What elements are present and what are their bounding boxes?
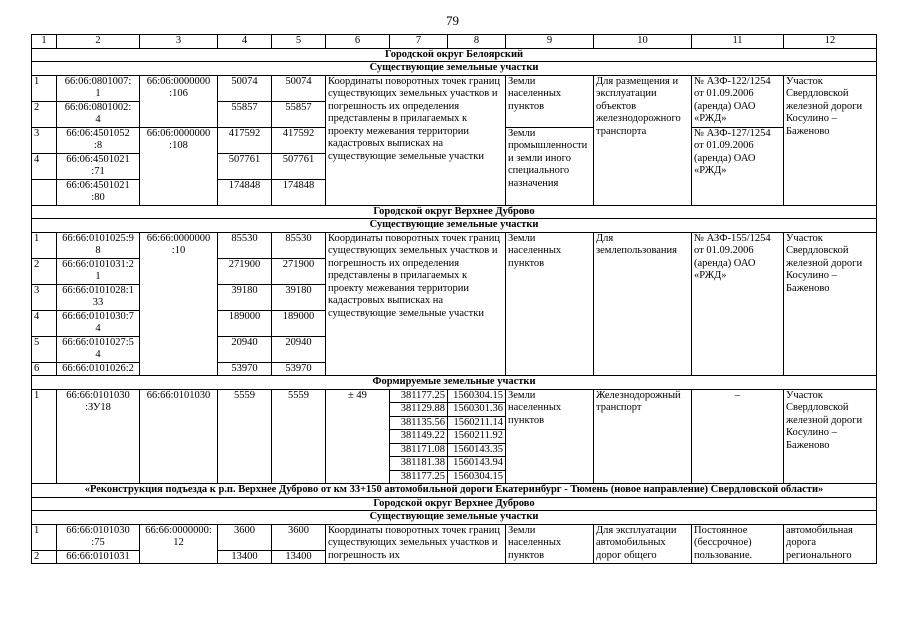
coord-x: 381149.22 (390, 430, 448, 444)
permitted-use: Для размещения и эксплуатации объектов железнодорожного транспорта (594, 75, 692, 205)
area-value: 174848 (272, 179, 326, 205)
col-num: 7 (390, 35, 448, 49)
cadastral-number: 66:66:0101031:2 1 (57, 258, 140, 284)
location: автомобильная дорога регионального (784, 524, 877, 564)
coord-x: 381181.38 (390, 457, 448, 471)
cadastral-number: 66:06:0801002: 4 (57, 101, 140, 127)
col-num: 9 (506, 35, 594, 49)
area-value: 3600 (218, 524, 272, 550)
row-number: 2 (32, 550, 57, 564)
cadastral-number: 66:66:0101030 :ЗУ18 (57, 389, 140, 484)
row-number (32, 179, 57, 205)
cadastral-number: 66:66:0101031 (57, 550, 140, 564)
col-num: 2 (57, 35, 140, 49)
area-value: 20940 (218, 336, 272, 362)
area-value: 39180 (272, 284, 326, 310)
coordinates-note: Координаты поворотных точек границ существующих земельных участков и погрешность их (326, 524, 506, 564)
permitted-use: Для эксплуатации автомобильных дорог общего (594, 524, 692, 564)
encumbrance: Постоянное (бессрочное) пользование. (692, 524, 784, 564)
coord-y: 1560143.94 (448, 457, 506, 471)
col-num: 11 (692, 35, 784, 49)
coord-y: 1560211.14 (448, 416, 506, 430)
land-category: Земли промышленности и земли иного специального назначения (506, 127, 594, 205)
area-value: 3600 (272, 524, 326, 550)
coord-x: 381177.25 (390, 470, 448, 484)
coord-x: 381171.08 (390, 443, 448, 457)
parent-cadastral-number: 66:66:0000000: 12 (140, 524, 218, 564)
parent-cadastral-number: 66:66:0000000 :10 (140, 232, 218, 376)
coordinates-note: Координаты поворотных точек границ существующих земельных участков и погрешность их определения представлены в прилагаемых к проекту межевания территории кадастровых выписках на существующие земельные участки (326, 232, 506, 376)
cadastral-number: 66:06:4501021 :80 (57, 179, 140, 205)
area-value: 20940 (272, 336, 326, 362)
area-value: 50074 (218, 75, 272, 101)
permitted-use: Для землепользования (594, 232, 692, 376)
row-number: 5 (32, 336, 57, 362)
cadastral-number: 66:66:0101027:5 4 (57, 336, 140, 362)
land-category: Земли населенных пунктов (506, 389, 594, 484)
cadastral-number: 66:06:0801007: 1 (57, 75, 140, 101)
parent-cadastral-number: 66:06:0000000 :108 (140, 127, 218, 205)
section-title: Городской округ Верхнее Дуброво (32, 205, 877, 219)
cadastral-number: 66:06:4501021 :71 (57, 153, 140, 179)
area-value: 53970 (272, 362, 326, 376)
coord-y: 1560301.36 (448, 403, 506, 417)
col-num: 6 (326, 35, 390, 49)
row-number: 6 (32, 362, 57, 376)
area-value: 13400 (218, 550, 272, 564)
encumbrance: № АЗФ-155/1254 от 01.09.2006 (аренда) ОАО «РЖД» (692, 232, 784, 376)
parent-cadastral-number: 66:06:0000000 :106 (140, 75, 218, 127)
row-number: 1 (32, 524, 57, 550)
coordinates-note: Координаты поворотных точек границ существующих земельных участков и погрешность их определения представлены в прилагаемых к проекту межевания территории кадастровых выписках на существующие земельные участки (326, 75, 506, 205)
col-num: 8 (448, 35, 506, 49)
cadastral-number: 66:66:0101026:2 (57, 362, 140, 376)
area-value: 53970 (218, 362, 272, 376)
table-row (32, 524, 877, 550)
area-value: 507761 (272, 153, 326, 179)
table-row (32, 75, 877, 101)
permitted-use: Железнодорожный транспорт (594, 389, 692, 484)
coord-y: 1560304.15 (448, 470, 506, 484)
area-value: 39180 (218, 284, 272, 310)
area-value: 271900 (218, 258, 272, 284)
column-number-row (32, 35, 877, 49)
area-value: 507761 (218, 153, 272, 179)
row-number: 1 (32, 75, 57, 101)
encumbrance: № АЗФ-122/1254 от 01.09.2006 (аренда) ОАО «РЖД» (692, 75, 784, 127)
cadastral-number: 66:66:0101030 :75 (57, 524, 140, 550)
area-error: ± 49 (326, 389, 390, 484)
cadastral-number: 66:66:0101028:1 33 (57, 284, 140, 310)
encumbrance: – (692, 389, 784, 484)
col-num: 12 (784, 35, 877, 49)
row-number: 4 (32, 153, 57, 179)
land-category: Земли населенных пунктов (506, 75, 594, 127)
area-value: 50074 (272, 75, 326, 101)
area-value: 55857 (272, 101, 326, 127)
page-number: 79 (446, 13, 459, 28)
table-row (32, 389, 877, 403)
area-value: 189000 (218, 310, 272, 336)
coord-x: 381135.56 (390, 416, 448, 430)
area-value: 417592 (218, 127, 272, 153)
location: Участок Свердловской железной дороги Косулино – Баженово (784, 389, 877, 484)
section-title: Городской округ Верхнее Дуброво (32, 497, 877, 511)
section-subtitle: Существующие земельные участки (32, 511, 877, 525)
area-value: 271900 (272, 258, 326, 284)
coord-x: 381177.25 (390, 389, 448, 403)
coord-x: 381129.88 (390, 403, 448, 417)
table-row (32, 232, 877, 258)
area-value: 189000 (272, 310, 326, 336)
coord-y: 1560211.92 (448, 430, 506, 444)
row-number: 3 (32, 127, 57, 153)
area-value: 5559 (218, 389, 272, 484)
area-value: 5559 (272, 389, 326, 484)
area-value: 85530 (218, 232, 272, 258)
section-subtitle: Существующие земельные участки (32, 219, 877, 233)
row-number: 2 (32, 258, 57, 284)
area-value: 417592 (272, 127, 326, 153)
row-number: 3 (32, 284, 57, 310)
row-number: 1 (32, 232, 57, 258)
section-title: Городской округ Белоярский (32, 48, 877, 62)
col-num: 3 (140, 35, 218, 49)
coord-y: 1560143.35 (448, 443, 506, 457)
row-number: 4 (32, 310, 57, 336)
col-num: 4 (218, 35, 272, 49)
encumbrance: № АЗФ-127/1254 от 01.09.2006 (аренда) ОАО «РЖД» (692, 127, 784, 205)
location: Участок Свердловской железной дороги Косулино – Баженово (784, 75, 877, 205)
cadastral-number: 66:06:4501052 :8 (57, 127, 140, 153)
col-num: 1 (32, 35, 57, 49)
location: Участок Свердловской железной дороги Косулино – Баженово (784, 232, 877, 376)
area-value: 174848 (218, 179, 272, 205)
section-subtitle: Формируемые земельные участки (32, 376, 877, 390)
section-subtitle: Существующие земельные участки (32, 62, 877, 76)
parent-cadastral-number: 66:66:0101030 (140, 389, 218, 484)
land-category: Земли населенных пунктов (506, 524, 594, 564)
area-value: 85530 (272, 232, 326, 258)
col-num: 5 (272, 35, 326, 49)
area-value: 13400 (272, 550, 326, 564)
row-number: 1 (32, 389, 57, 484)
cadastral-number: 66:66:0101030:7 4 (57, 310, 140, 336)
area-value: 55857 (218, 101, 272, 127)
col-num: 10 (594, 35, 692, 49)
project-title: «Реконструкция подъезда к р.п. Верхнее Дуброво от км 33+150 автомобильной дороги Екатеринбург - Тюмень (новое направление) Свердловской области» (32, 484, 877, 498)
land-plot-table (31, 34, 877, 564)
coord-y: 1560304.15 (448, 389, 506, 403)
row-number: 2 (32, 101, 57, 127)
land-category: Земли населенных пунктов (506, 232, 594, 376)
cadastral-number: 66:66:0101025:9 8 (57, 232, 140, 258)
